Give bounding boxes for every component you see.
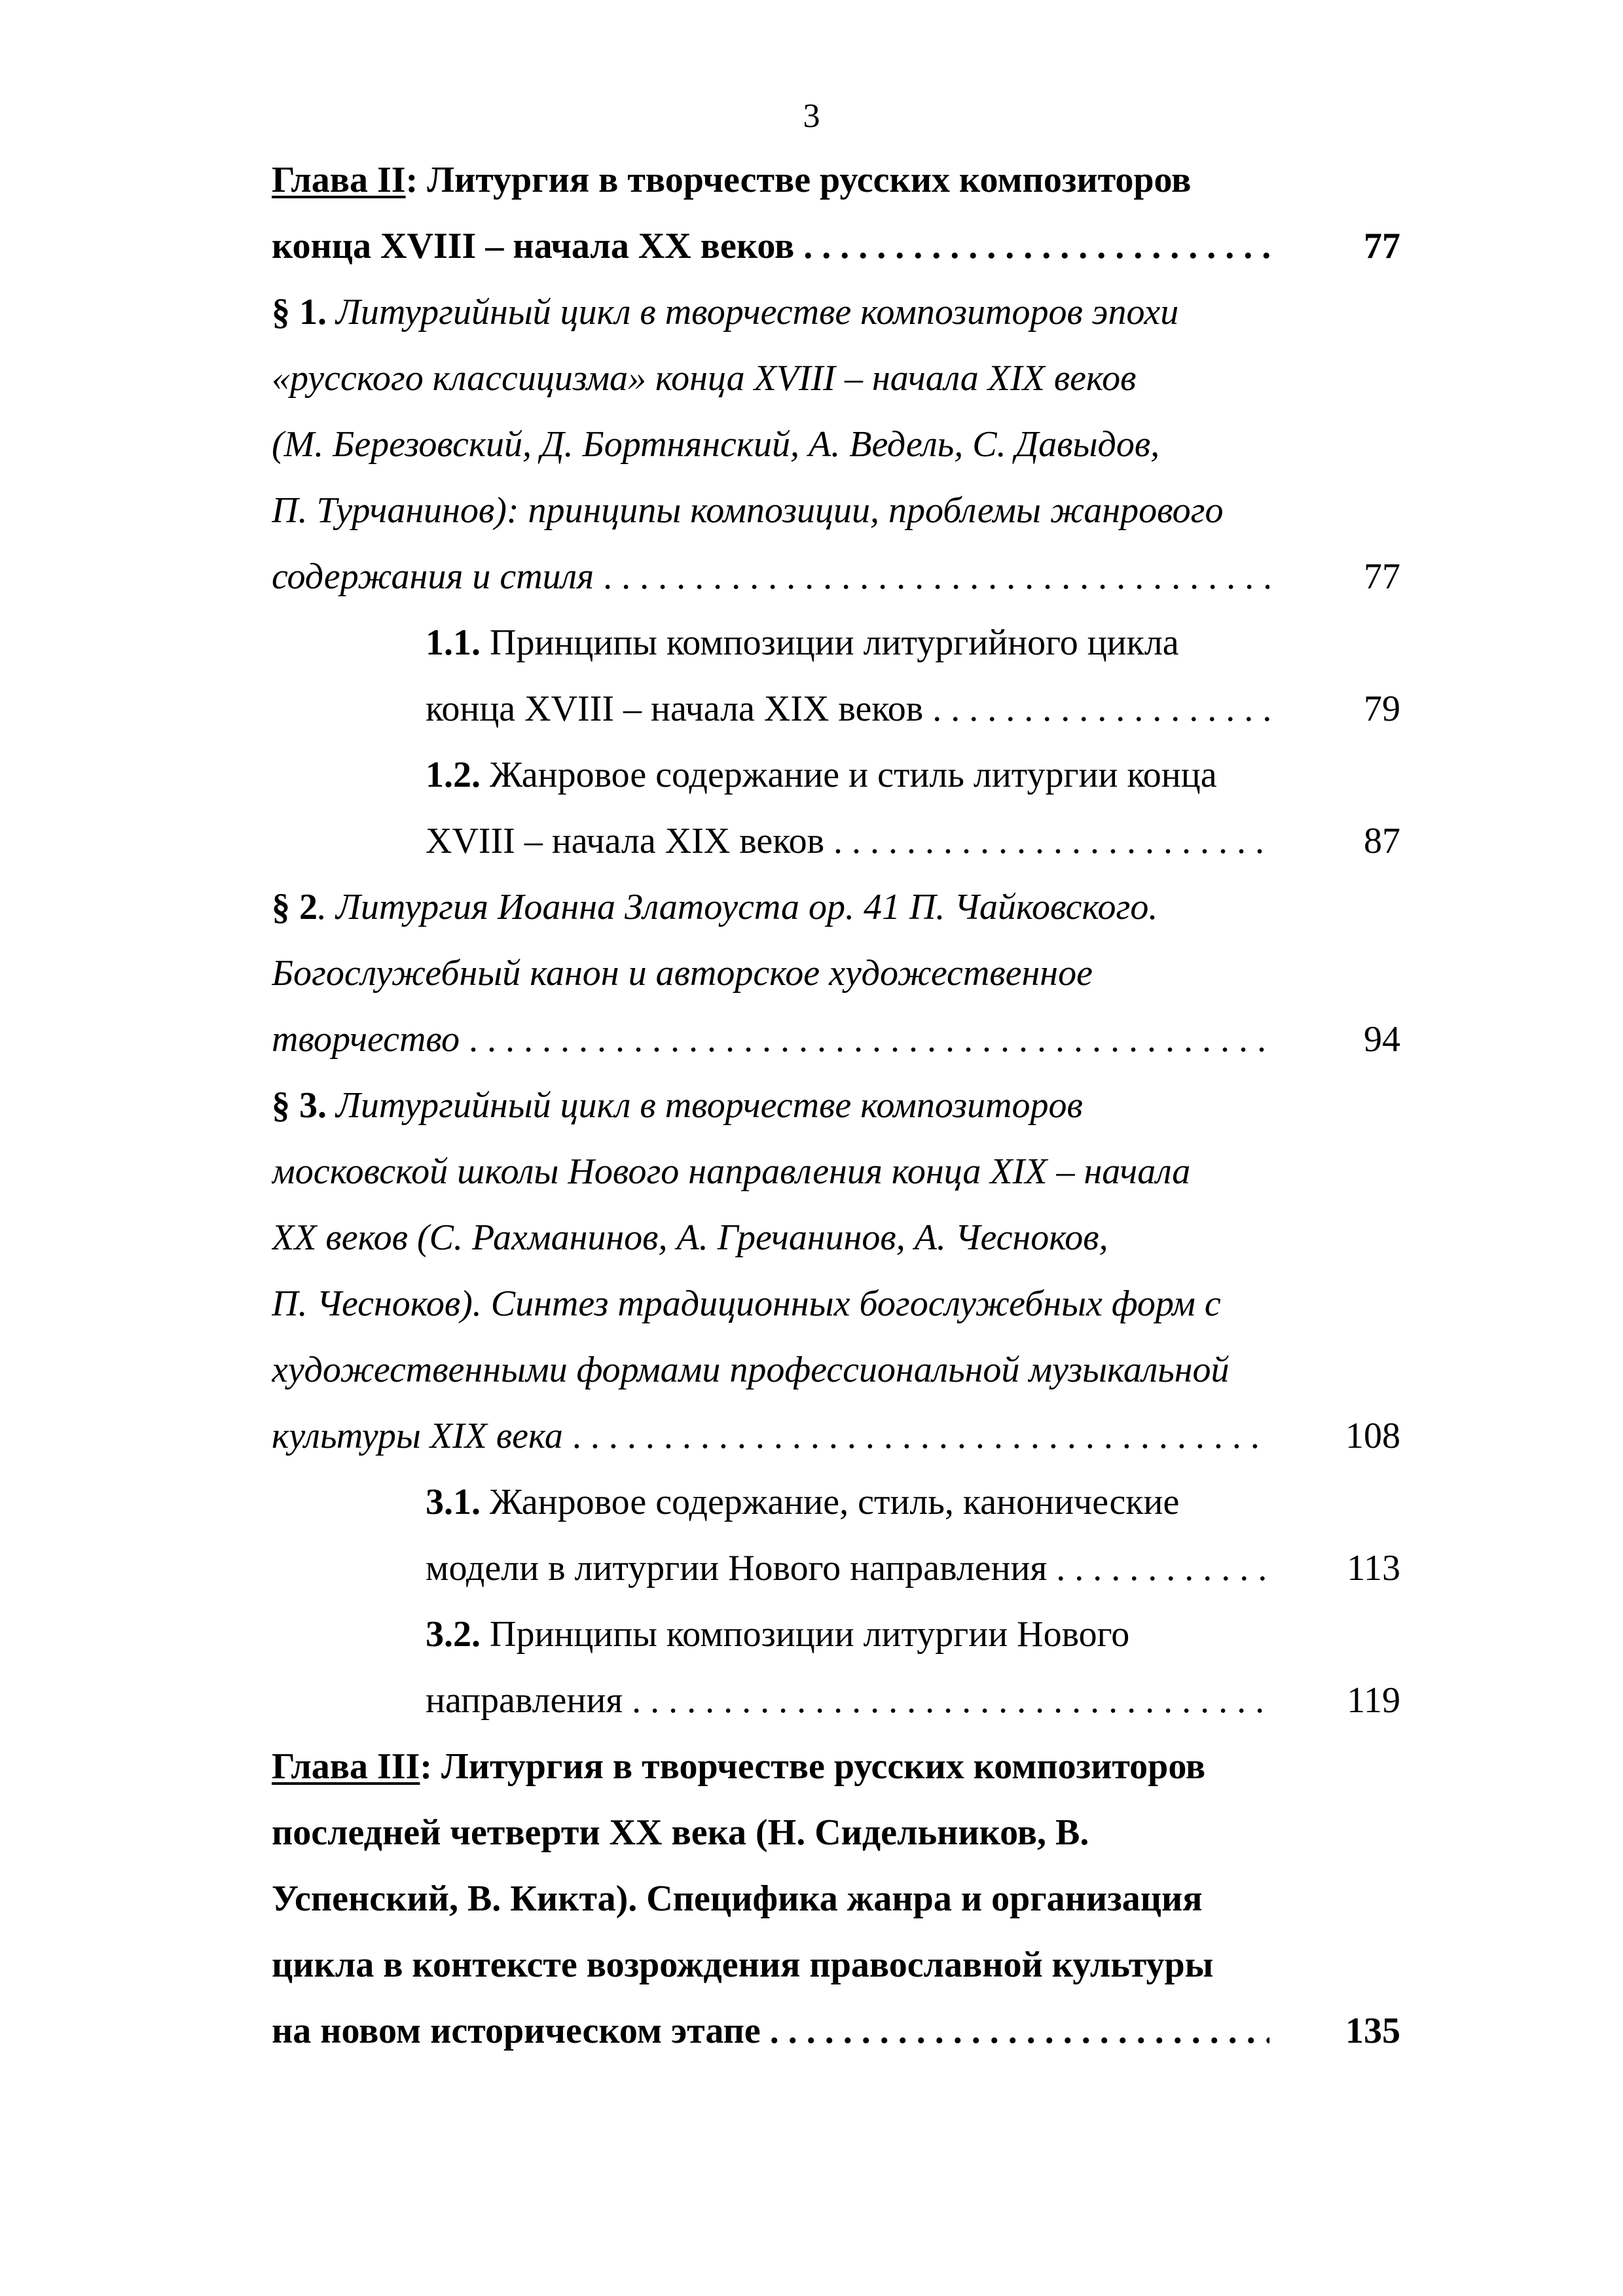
toc-entry-text: [426, 1602, 1269, 1667]
toc-line: [0, 874, 1623, 940]
toc-entry-text: [272, 1271, 1269, 1336]
toc-line: [0, 1535, 1623, 1601]
section-title: «русского классицизма» конца XVIII – начала XIX веков: [272, 358, 1137, 399]
toc-line: [0, 742, 1623, 808]
section-number: § 3.: [272, 1085, 327, 1126]
section-number: 1.1.: [426, 622, 481, 663]
toc-line: [0, 147, 1623, 213]
chapter-title: на новом историческом этапе: [272, 2011, 761, 2051]
toc-line: [0, 412, 1623, 477]
subsection-title: Жанровое содержание, стиль, канонические: [481, 1482, 1180, 1522]
section-number: § 2: [272, 887, 318, 927]
toc-line: [0, 676, 1623, 742]
page-ref: 79: [1364, 689, 1400, 729]
toc-entry-text: [426, 808, 1269, 874]
section-number: § 1.: [272, 292, 327, 332]
toc-entry-text: [272, 1073, 1269, 1138]
section-number: 1.2.: [426, 755, 481, 795]
section-title: культуры XIX века: [272, 1416, 563, 1456]
toc-line: [0, 346, 1623, 411]
subsection-title: направления: [426, 1680, 623, 1721]
section-title: московской школы Нового направления конца XIX – начала: [272, 1151, 1191, 1192]
toc-line: [0, 1668, 1623, 1733]
subsection-title: конца XVIII – начала XIX веков: [426, 689, 924, 729]
toc-line: [0, 808, 1623, 874]
toc-entry-text: [272, 478, 1269, 543]
page-ref: 119: [1347, 1680, 1400, 1721]
subsection-title: модели в литургии Нового направления: [426, 1548, 1048, 1588]
section-title: Богослужебный канон и авторское художественное: [272, 953, 1093, 994]
section-title: . Литургия Иоанна Златоуста ор. 41 П. Чайковского.: [318, 887, 1158, 927]
chapter-title: конца XVIII – начала XX веков: [272, 226, 795, 266]
section-title: творчество: [272, 1019, 460, 1060]
toc-entry-text: [426, 676, 1269, 742]
toc-line: [0, 1205, 1623, 1270]
toc-entry-text: [272, 1800, 1269, 1865]
toc-entry-text: [272, 1403, 1269, 1469]
section-title: художественными формами профессиональной музыкальной: [272, 1350, 1230, 1390]
page-ref: 108: [1345, 1416, 1400, 1456]
toc-entry-text: [272, 346, 1269, 411]
page-ref: 77: [1364, 556, 1400, 597]
toc-entry-text: [426, 1668, 1269, 1733]
section-title: содержания и стиля: [272, 556, 594, 597]
chapter-title: цикла в контексте возрождения православной культуры: [272, 1945, 1214, 1985]
toc-entry-text: [272, 147, 1269, 213]
subsection-title: Принципы композиции литургии Нового: [481, 1614, 1130, 1655]
toc-entry-text: [272, 1998, 1269, 2064]
chapter-title: последней четверти XX века (Н. Сидельников, В.: [272, 1812, 1089, 1853]
toc-line: [0, 213, 1623, 279]
section-title: XX веков (С. Рахманинов, А. Гречанинов, А. Чесноков,: [272, 1217, 1108, 1258]
toc-line: [0, 1403, 1623, 1469]
subsection-title: Принципы композиции литургийного цикла: [481, 622, 1179, 663]
subsection-title: Жанровое содержание и стиль литургии конца: [481, 755, 1217, 795]
chapter-title: Успенский, В. Кикта). Специфика жанра и организация: [272, 1878, 1203, 1919]
toc-line: [0, 1271, 1623, 1336]
section-number: 3.1.: [426, 1482, 481, 1522]
page-ref: 113: [1347, 1548, 1400, 1588]
subsection-title: XVIII – начала XIX веков: [426, 821, 825, 861]
toc-entry-text: [272, 1932, 1269, 1998]
section-title: Литургийный цикл в творчестве композиторов эпохи: [327, 292, 1179, 332]
toc-line: [0, 1932, 1623, 1998]
chapter-label: Глава II: [272, 160, 406, 200]
toc-entry-text: [272, 1007, 1269, 1072]
toc-line: [0, 1469, 1623, 1535]
section-title: П. Турчанинов): принципы композиции, проблемы жанрового: [272, 490, 1224, 531]
section-title: Литургийный цикл в творчестве композиторов: [327, 1085, 1083, 1126]
section-number: 3.2.: [426, 1614, 481, 1655]
toc-entry-text: [272, 412, 1269, 477]
page-number: 3: [803, 98, 820, 135]
toc-entry-text: [426, 610, 1269, 675]
toc-entry-text: [272, 1205, 1269, 1270]
toc-entry-text: [426, 742, 1269, 808]
toc-entry-text: [272, 213, 1269, 279]
toc-line: [0, 1139, 1623, 1204]
chapter-title: : Литургия в творчестве русских композиторов: [420, 1746, 1206, 1787]
chapter-title: : Литургия в творчестве русских композиторов: [405, 160, 1192, 200]
toc-entry-text: [272, 941, 1269, 1006]
page-ref: 135: [1345, 2011, 1400, 2051]
toc-entry-text: [272, 1139, 1269, 1204]
section-title: П. Чесноков). Синтез традиционных богослужебных форм с: [272, 1283, 1221, 1324]
toc-line: [0, 478, 1623, 543]
toc-entry-text: [272, 1866, 1269, 1931]
toc-line: [0, 1734, 1623, 1799]
page-ref: 77: [1364, 226, 1400, 266]
toc-entry-text: [272, 1337, 1269, 1403]
section-title: (М. Березовский, Д. Бортнянский, А. Ведель, С. Давыдов,: [272, 424, 1160, 465]
toc-entry-text: [426, 1535, 1269, 1601]
toc-line: [0, 1007, 1623, 1072]
toc-line: [0, 1337, 1623, 1403]
toc-line: [0, 1602, 1623, 1667]
toc-line: [0, 279, 1623, 345]
toc-line: [0, 941, 1623, 1006]
toc-entry-text: [272, 544, 1269, 609]
toc-line: [0, 1073, 1623, 1138]
toc-line: [0, 1866, 1623, 1931]
toc-line: [0, 1800, 1623, 1865]
toc-entry-text: [272, 874, 1269, 940]
toc-line: [0, 544, 1623, 609]
toc-line: [0, 610, 1623, 675]
page-ref: 94: [1364, 1019, 1400, 1060]
toc-entry-text: [426, 1469, 1269, 1535]
toc-entry-text: [272, 1734, 1269, 1799]
toc-entry-text: [272, 279, 1269, 345]
chapter-label: Глава III: [272, 1746, 420, 1787]
page-ref: 87: [1364, 821, 1400, 861]
toc-line: [0, 1998, 1623, 2064]
